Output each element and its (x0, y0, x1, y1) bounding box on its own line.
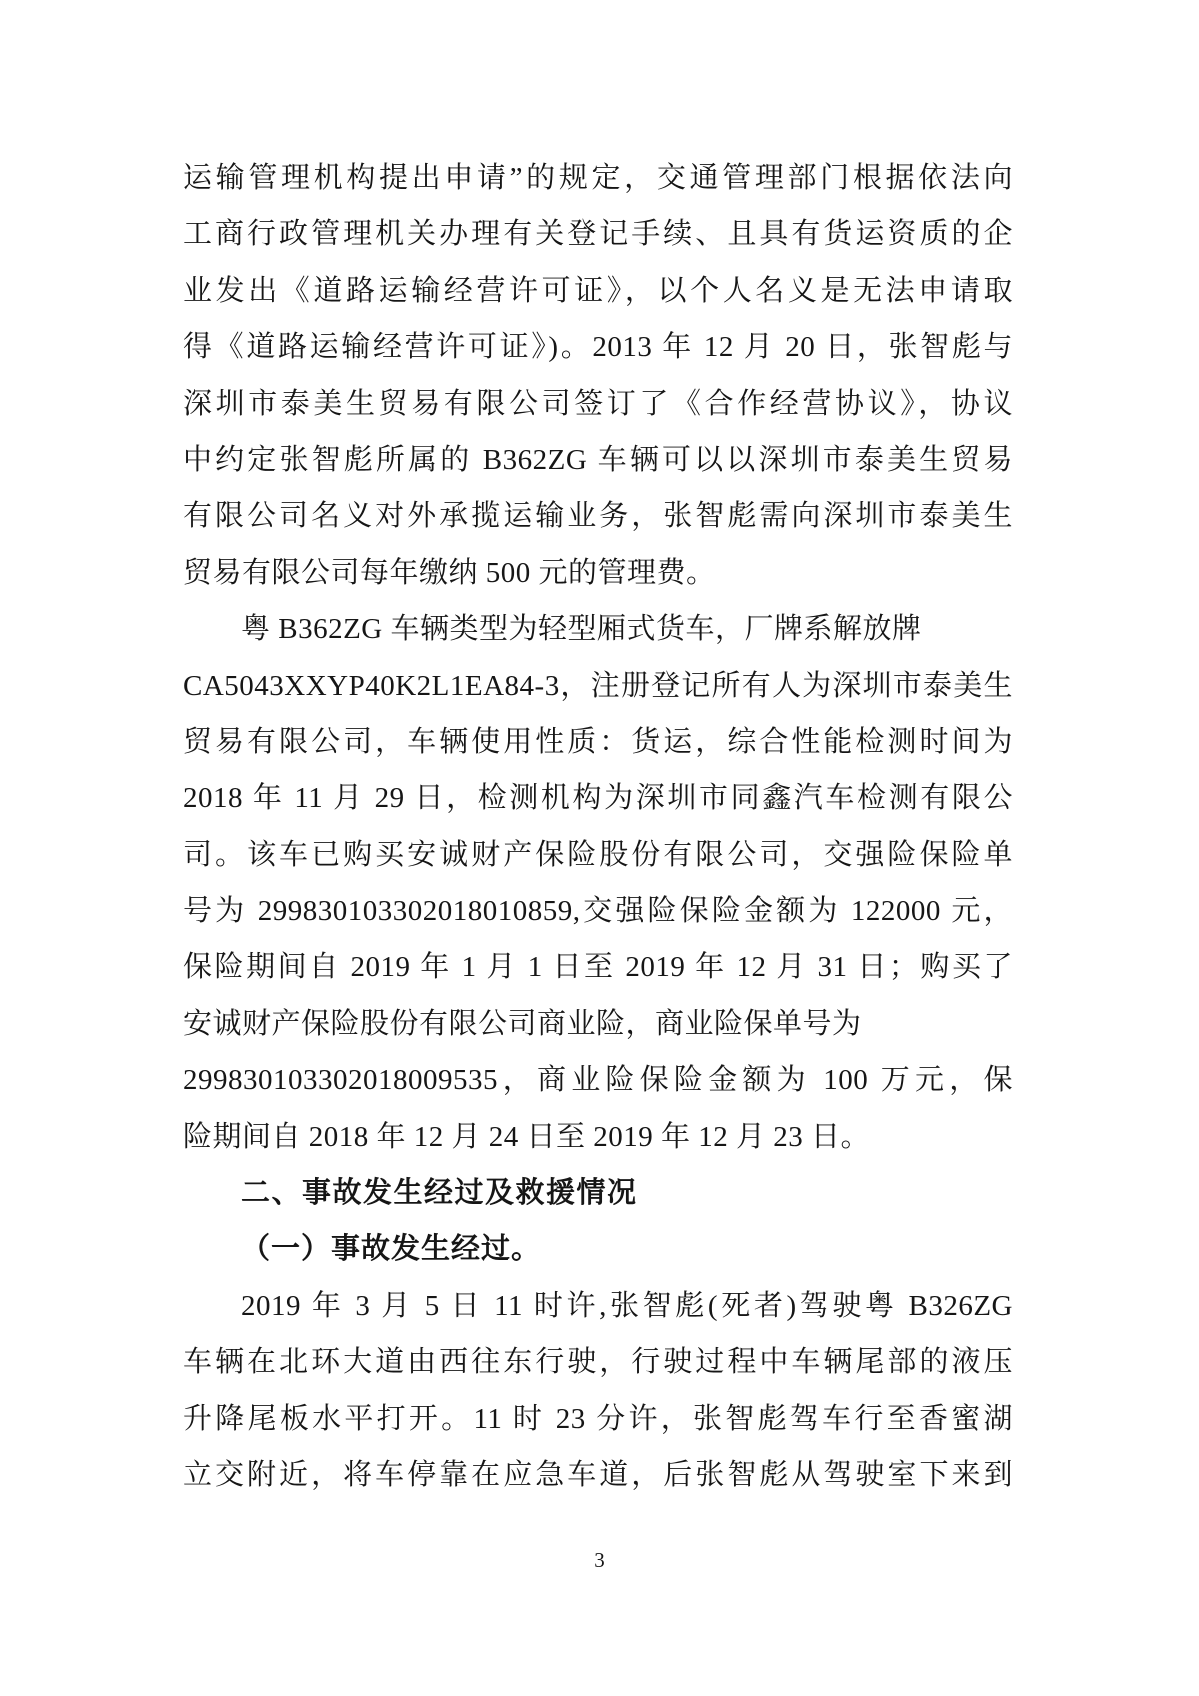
text-line: 粤 B362ZG 车辆类型为轻型厢式货车，厂牌系解放牌 (241, 613, 922, 646)
text-line: 有限公司名义对外承揽运输业务，张智彪需向深圳市泰美生 (183, 500, 1013, 533)
text-line: 贸易有限公司，车辆使用性质：货运，综合性能检测时间为 (183, 725, 1013, 758)
document-body (183, 150, 1013, 1503)
text-line: 司。该车已购买安诚财产保险股份有限公司，交强险保险单 (183, 838, 1013, 871)
text-line: 保险期间自 2019 年 1 月 1 日至 2019 年 12 月 31 日；购买了 (183, 951, 1013, 984)
text-line: CA5043XXYP40K2L1EA84-3，注册登记所有人为深圳市泰美生 (183, 669, 1013, 702)
text-line: 业发出《道路运输经营许可证》，以个人名义是无法申请取 (183, 274, 1013, 307)
text-line: 299830103302018009535，商业险保险金额为 100 万元，保 (183, 1064, 1013, 1097)
text-line: 立交附近，将车停靠在应急车道，后张智彪从驾驶室下来到 (183, 1458, 1013, 1491)
text-line: 险期间自 2018 年 12 月 24 日至 2019 年 12 月 23 日。 (183, 1120, 871, 1153)
text-line: 深圳市泰美生贸易有限公司签订了《合作经营协议》，协议 (183, 387, 1013, 420)
text-line: 号为 299830103302018010859,交强险保险金额为 122000 元， (183, 895, 1013, 928)
text-line: 贸易有限公司每年缴纳 500 元的管理费。 (183, 556, 716, 589)
section-heading: （一）事故发生经过。 (241, 1233, 542, 1266)
text-line: 中约定张智彪所属的 B362ZG 车辆可以以深圳市泰美生贸易 (183, 443, 1013, 476)
text-line: 升降尾板水平打开。11 时 23 分许，张智彪驾车行至香蜜湖 (183, 1402, 1013, 1435)
text-line: 得《道路运输经营许可证》)。2013 年 12 月 20 日，张智彪与 (183, 331, 1013, 364)
text-line: 安诚财产保险股份有限公司商业险，商业险保单号为 (183, 1007, 862, 1040)
page-number: 3 (594, 1548, 605, 1572)
text-line: 运输管理机构提出申请”的规定，交通管理部门根据依法向 (183, 162, 1013, 194)
text-line: 2019 年 3 月 5 日 11 时许,张智彪(死者)驾驶粤 B326ZG (241, 1289, 1013, 1322)
text-line: 车辆在北环大道由西往东行驶，行驶过程中车辆尾部的液压 (183, 1346, 1013, 1379)
text-line: 2018 年 11 月 29 日，检测机构为深圳市同鑫汽车检测有限公 (183, 782, 1013, 815)
text-line: 工商行政管理机关办理有关登记手续、且具有货运资质的企 (183, 218, 1013, 251)
section-heading: 二、事故发生经过及救援情况 (241, 1177, 638, 1210)
